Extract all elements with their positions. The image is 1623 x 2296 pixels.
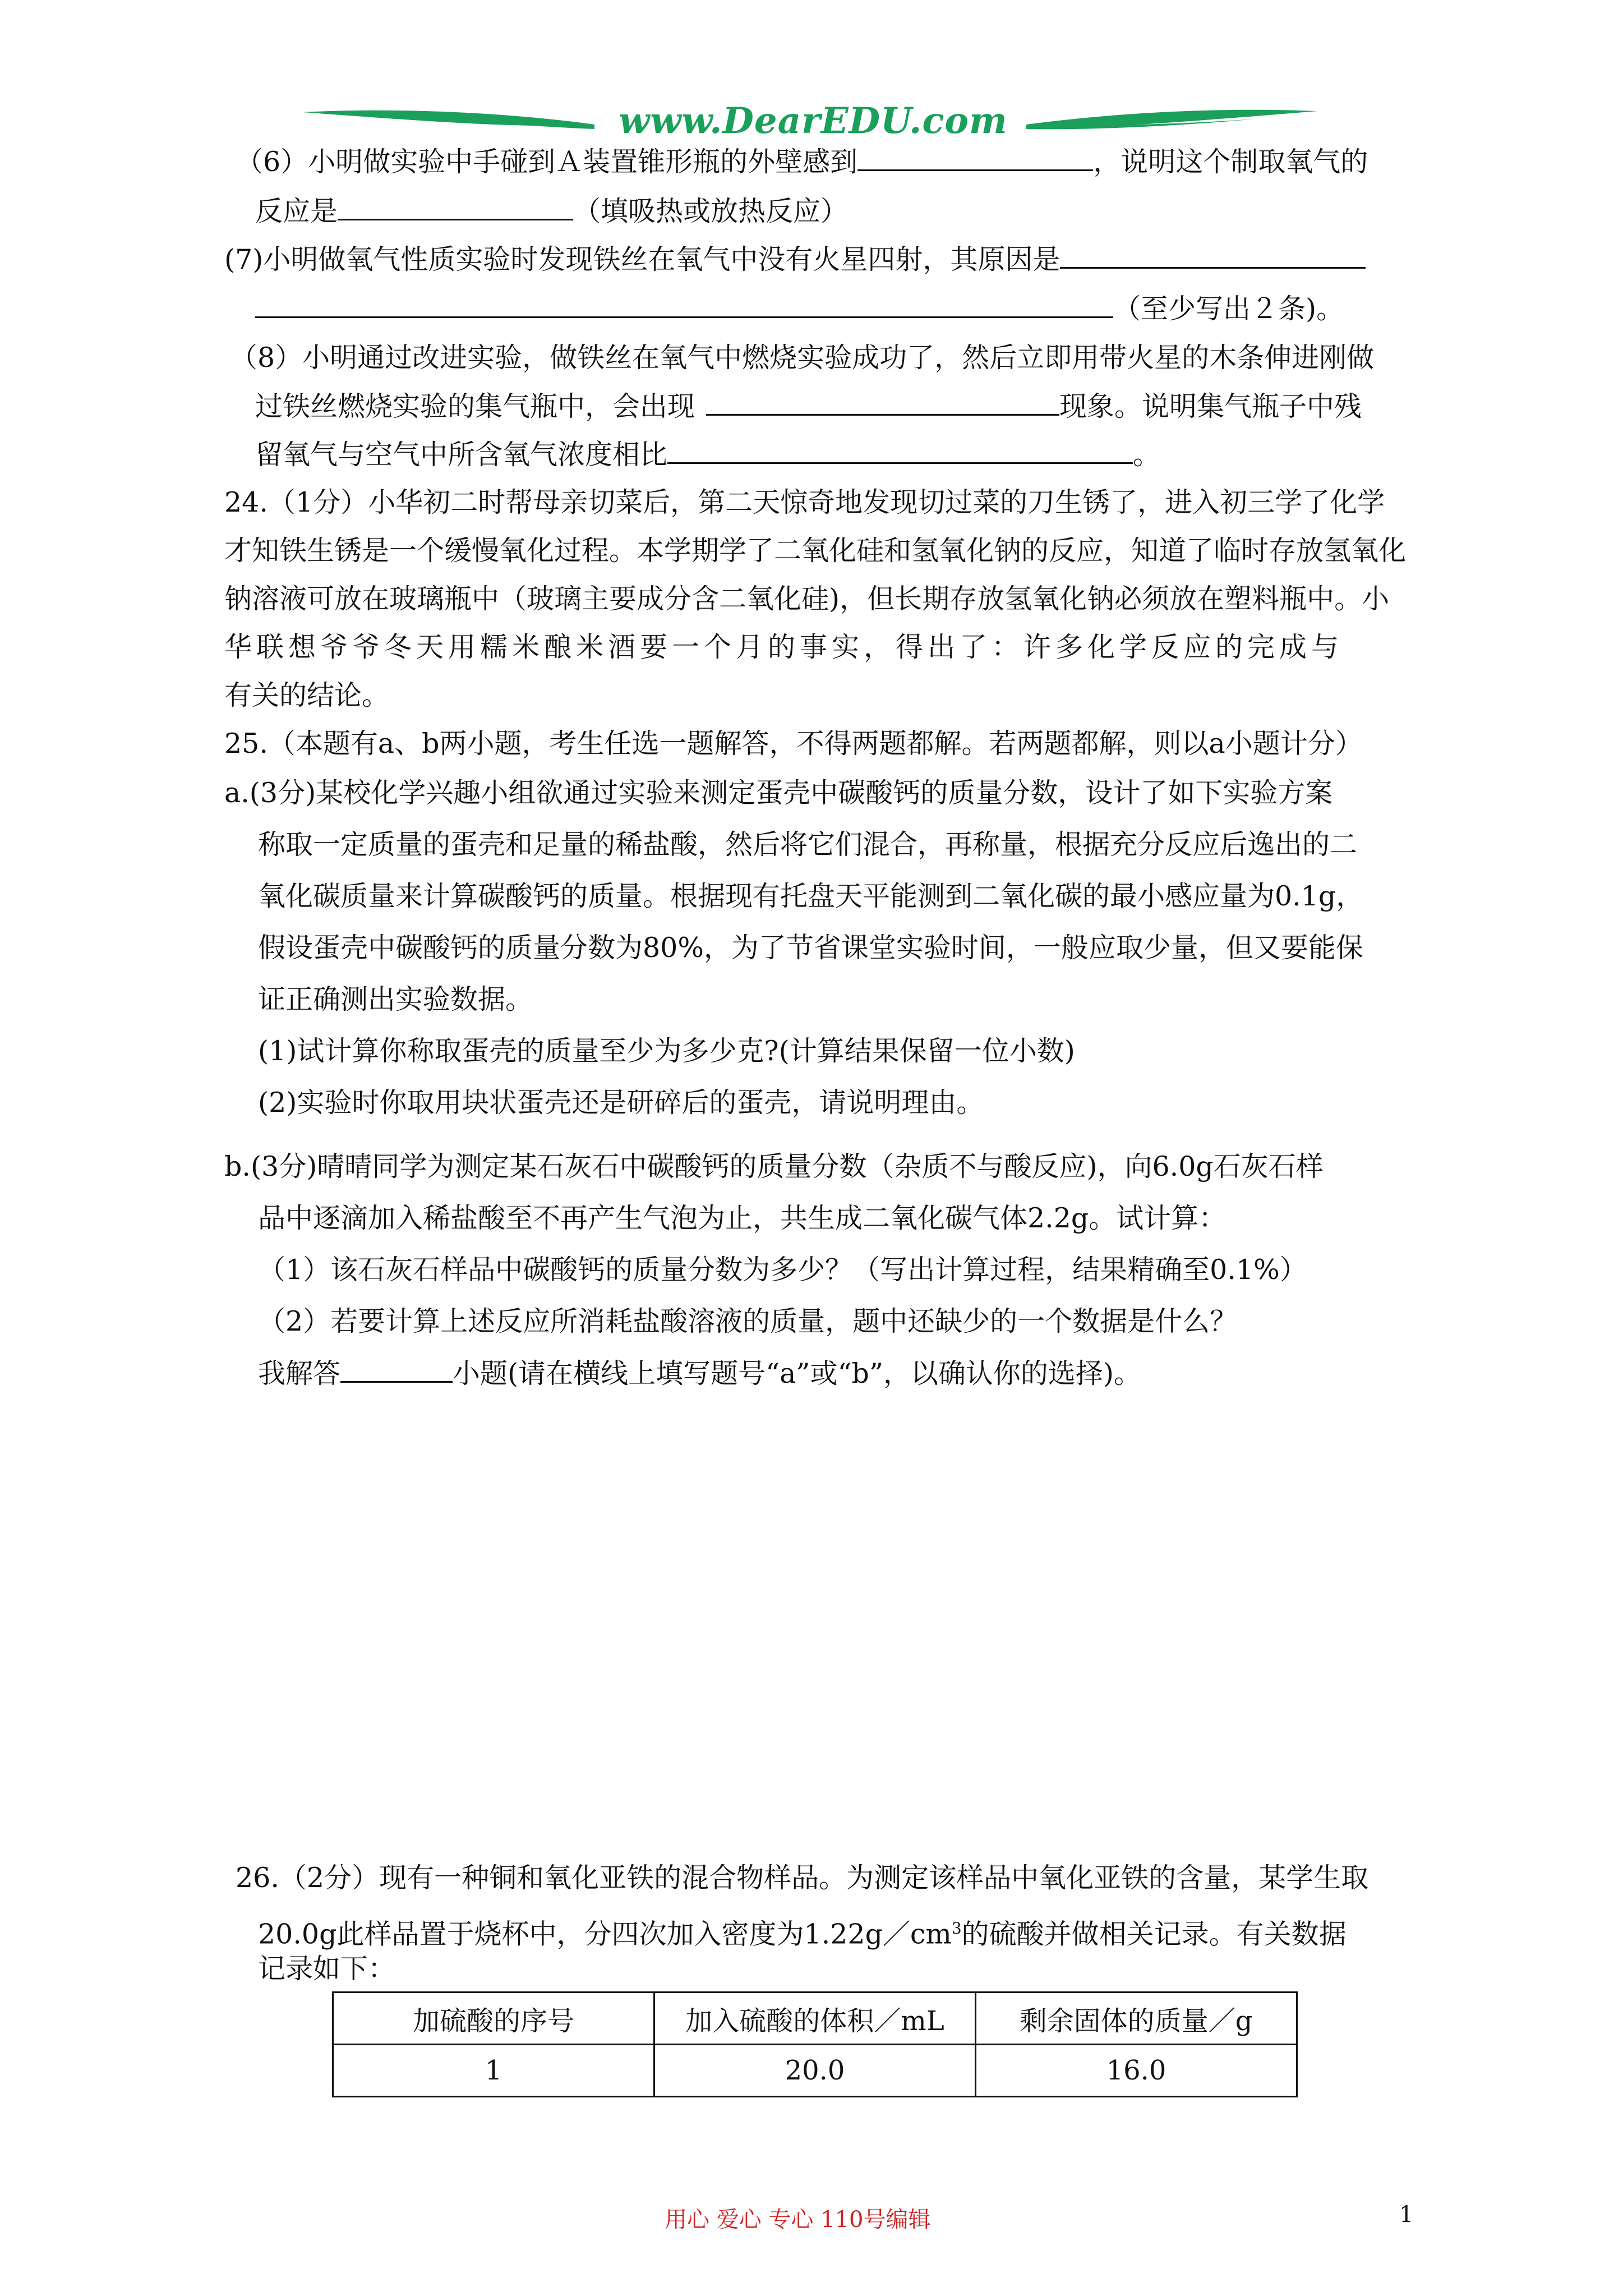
text: 20.0g此样品置于烧杯中，分四次加入密度为1.22g／cm: [258, 1918, 952, 1950]
q26-line2: [258, 1912, 1347, 1951]
superscript: 3: [951, 1919, 962, 1938]
q23-part7-line1: [224, 242, 1366, 277]
text: 华联想爷爷冬天用糯米酿米酒要一个月的事实，得出了：许多化学反应的完成与: [224, 631, 1344, 663]
text: ，说明这个制取氧气的: [1093, 146, 1368, 178]
q25-b-line1: b.(3分)晴晴同学为测定某石灰石中碳酸钙的质量分数（杂质不与酸反应)，向6.0g石灰石样: [224, 1151, 1324, 1182]
table-header: 加硫酸的序号: [333, 1993, 654, 2045]
q24-line1: 24.（1分）小华初二时帮母亲切菜后，第二天惊奇地发现切过菜的刀生锈了，进入初三学了化学: [224, 486, 1385, 518]
q23-part8-line2: [255, 389, 1362, 424]
table-cell: 16.0: [976, 2045, 1297, 2097]
q24-line5: 有关的结论。: [224, 679, 390, 711]
q25-a-line2: 称取一定质量的蛋壳和足量的稀盐酸，然后将它们混合，再称量，根据充分反应后逸出的二: [258, 829, 1358, 861]
q25-intro: 25.（本题有a、b两小题，考生任选一题解答，不得两题都解。若两题都解，则以a小题计分）: [224, 728, 1363, 760]
answer-blank[interactable]: [1060, 242, 1366, 269]
data-table: [332, 1991, 1298, 2097]
q25-a-line5: 证正确测出实验数据。: [258, 983, 533, 1015]
text: 的硫酸并做相关记录。有关数据: [961, 1918, 1347, 1950]
q24-line4: [224, 631, 1343, 664]
answer-blank[interactable]: [255, 292, 1113, 318]
text: 我解答: [258, 1358, 341, 1389]
text: （填吸热或放热反应）: [573, 195, 849, 227]
answer-blank[interactable]: [857, 145, 1093, 171]
q25-a-line3: 氧化碳质量来计算碳酸钙的质量。根据现有托盘天平能测到二氧化碳的最小感应量为0.1g，: [258, 880, 1364, 912]
q26-line3: 记录如下：: [258, 1953, 396, 1985]
table-row: [333, 2045, 1297, 2097]
table-header-row: [333, 1993, 1297, 2045]
text: 留氧气与空气中所含氧气浓度相比: [255, 439, 668, 471]
q23-part6-line1: [236, 145, 1368, 179]
text: 现象。说明集气瓶子中残: [1059, 390, 1362, 422]
text: （6）小明做实验中手碰到Ａ装置锥形瓶的外壁感到: [236, 146, 858, 178]
text: 反应是: [255, 195, 338, 227]
q24-line2: 才知铁生锈是一个缓慢氧化过程。本学期学了二氧化硅和氢氧化钠的反应，知道了临时存放氢氧化: [224, 535, 1407, 567]
page-number: 1: [1399, 2202, 1414, 2228]
q23-part8-line3: [255, 438, 1160, 472]
answer-blank[interactable]: [338, 194, 573, 220]
table-cell: 20.0: [654, 2045, 976, 2097]
text: (7)小明做氧气性质实验时发现铁丝在氧气中没有火星四射，其原因是: [224, 243, 1061, 275]
q24-line3: 钠溶液可放在玻璃瓶中（玻璃主要成分含二氧化硅)，但长期存放氢氧化钠必须放在塑料瓶中。小: [224, 583, 1390, 615]
q25-b-line3: （1）该石灰石样品中碳酸钙的质量分数为多少？（写出计算过程，结果精确至0.1%）: [258, 1254, 1307, 1286]
q25-a-line4: 假设蛋壳中碳酸钙的质量分数为80%，为了节省课堂实验时间，一般应取少量，但又要能保: [258, 932, 1363, 964]
q25-a-line6: (1)试计算你称取蛋壳的质量至少为多少克?(计算结果保留一位小数): [258, 1035, 1075, 1067]
table-cell: 1: [333, 2045, 654, 2097]
text: 过铁丝燃烧实验的集气瓶中，会出现: [255, 390, 695, 422]
q23-part7-line2: [255, 292, 1344, 326]
q25-a-line1: a.(3分)某校化学兴趣小组欲通过实验来测定蛋壳中碳酸钙的质量分数，设计了如下实验方案: [224, 777, 1333, 809]
table-header: 加入硫酸的体积／mL: [654, 1993, 976, 2045]
q23-part8-line1: [230, 341, 1374, 375]
q25-b-line4: （2）若要计算上述反应所消耗盐酸溶液的质量，题中还缺少的一个数据是什么？: [258, 1305, 1238, 1337]
answer-blank[interactable]: [706, 389, 1059, 416]
footer-text: 用心 爱心 专心 110号编辑: [665, 2207, 931, 2233]
answer-blank[interactable]: [340, 1356, 453, 1383]
text: 。: [1133, 439, 1161, 471]
q25-choice-line: [258, 1356, 1141, 1391]
q25-b-line2: 品中逐滴加入稀盐酸至不再产生气泡为止，共生成二氧化碳气体2.2g。试计算：: [258, 1202, 1227, 1234]
text: 小题(请在横线上填写题号“a”或“b”，以确认你的选择)。: [453, 1358, 1142, 1389]
site-url: www.DearEDU.com: [619, 100, 1008, 142]
q26-line1: 26.（2分）现有一种铜和氧化亚铁的混合物样品。为测定该样品中氧化亚铁的含量，某学生取: [236, 1862, 1369, 1894]
table-header: 剩余固体的质量／g: [976, 1993, 1297, 2045]
text: （8）小明通过改进实验，做铁丝在氧气中燃烧实验成功了，然后立即用带火星的木条伸进刚做: [230, 342, 1375, 374]
text: （至少写出２条)。: [1113, 293, 1344, 325]
q23-part6-line2: [255, 194, 848, 228]
q25-a-line7: (2)实验时你取用块状蛋壳还是研碎后的蛋壳，请说明理由。: [258, 1087, 984, 1119]
answer-blank[interactable]: [667, 438, 1133, 464]
